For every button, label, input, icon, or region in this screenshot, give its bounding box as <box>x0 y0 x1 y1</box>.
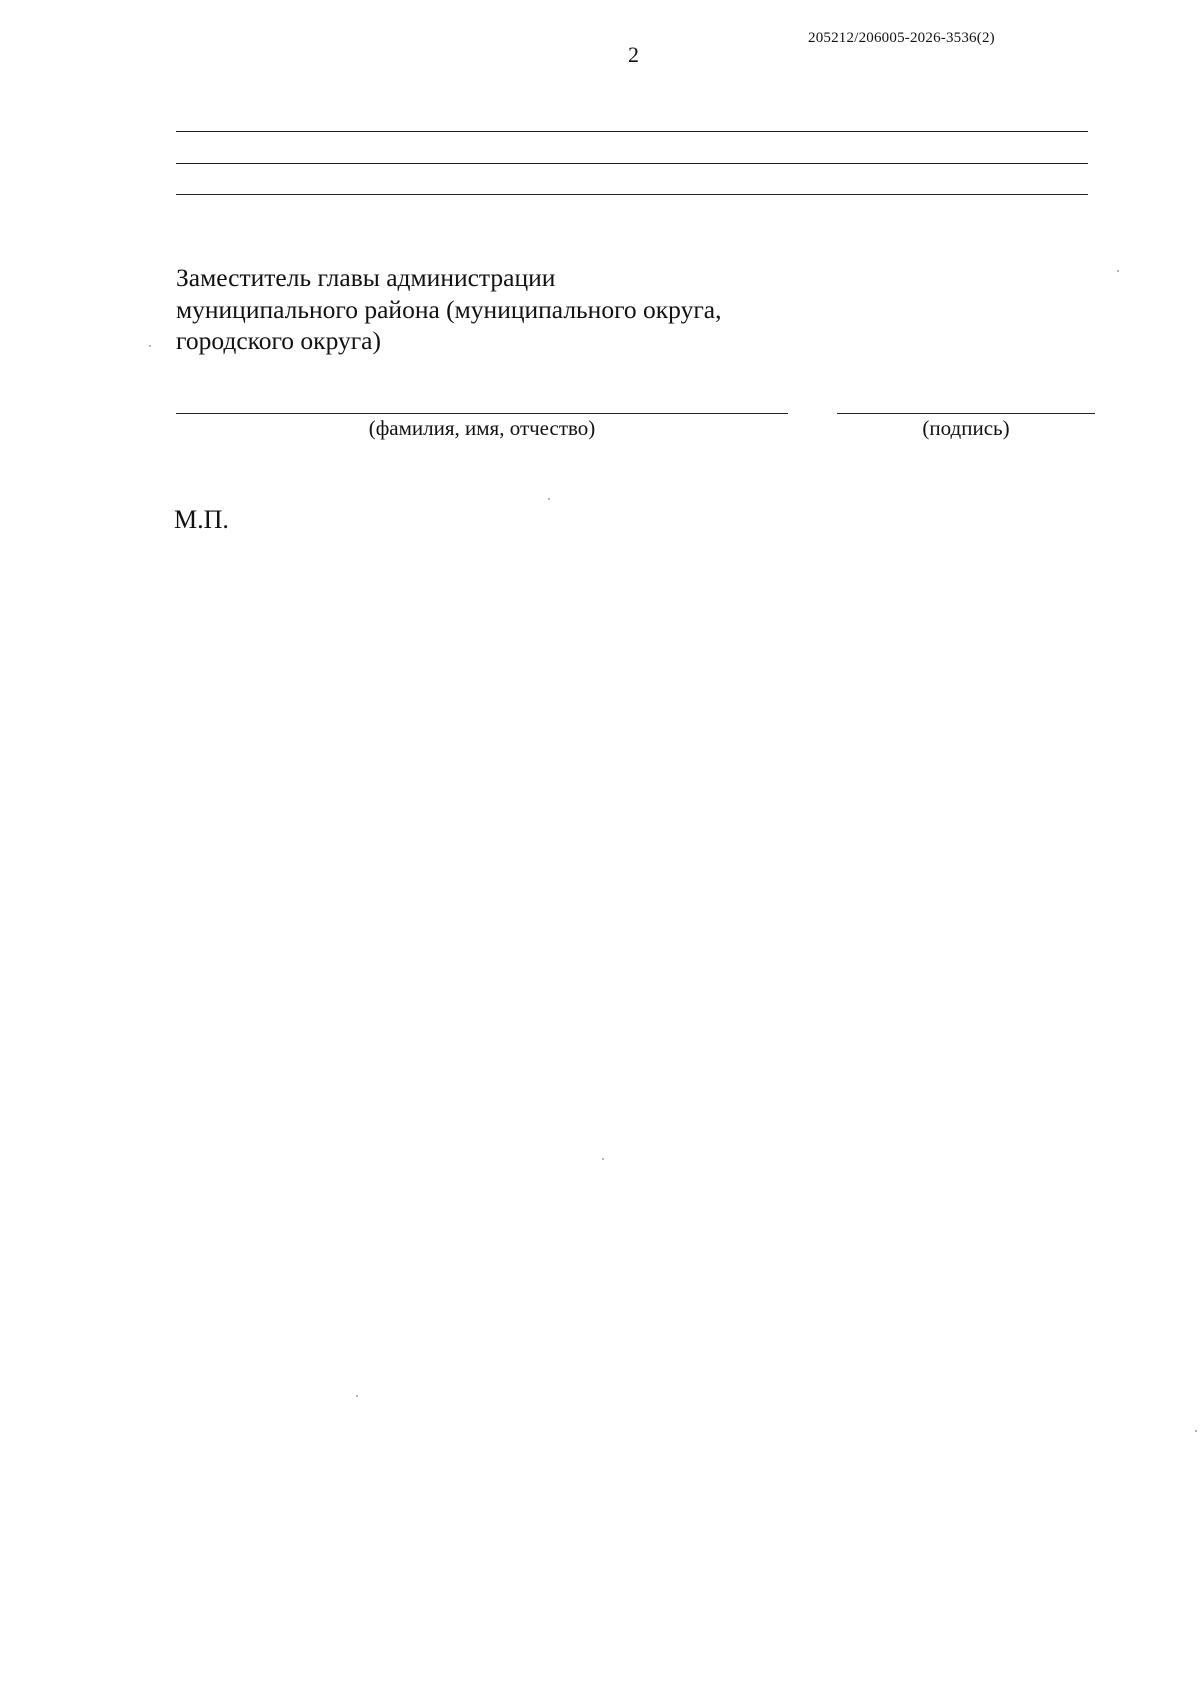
signer-title-line: Заместитель главы администрации <box>176 263 556 292</box>
scan-speck <box>149 345 151 347</box>
signer-title-line: муниципального района (муниципального округа, <box>176 294 722 324</box>
blank-fill-line <box>176 163 1088 164</box>
scan-speck <box>1195 1430 1197 1432</box>
scan-speck <box>548 498 550 500</box>
page-number: 2 <box>628 42 639 67</box>
signature-caption: (подпись) <box>922 416 1010 440</box>
blank-fill-line <box>176 131 1088 132</box>
scan-speck <box>356 1395 358 1397</box>
stamp-place-label: М.П. <box>174 505 229 534</box>
name-fill-line <box>176 413 788 414</box>
scan-speck <box>602 1158 604 1160</box>
scan-speck <box>1117 270 1119 272</box>
signer-title-line: городского округа) <box>176 326 381 355</box>
signer-title <box>176 262 876 357</box>
blank-fill-line <box>176 194 1088 195</box>
name-caption: (фамилия, имя, отчество) <box>368 416 596 440</box>
signature-fill-line <box>837 413 1095 414</box>
document-number: 205212/206005-2026-3536(2) <box>808 30 995 46</box>
